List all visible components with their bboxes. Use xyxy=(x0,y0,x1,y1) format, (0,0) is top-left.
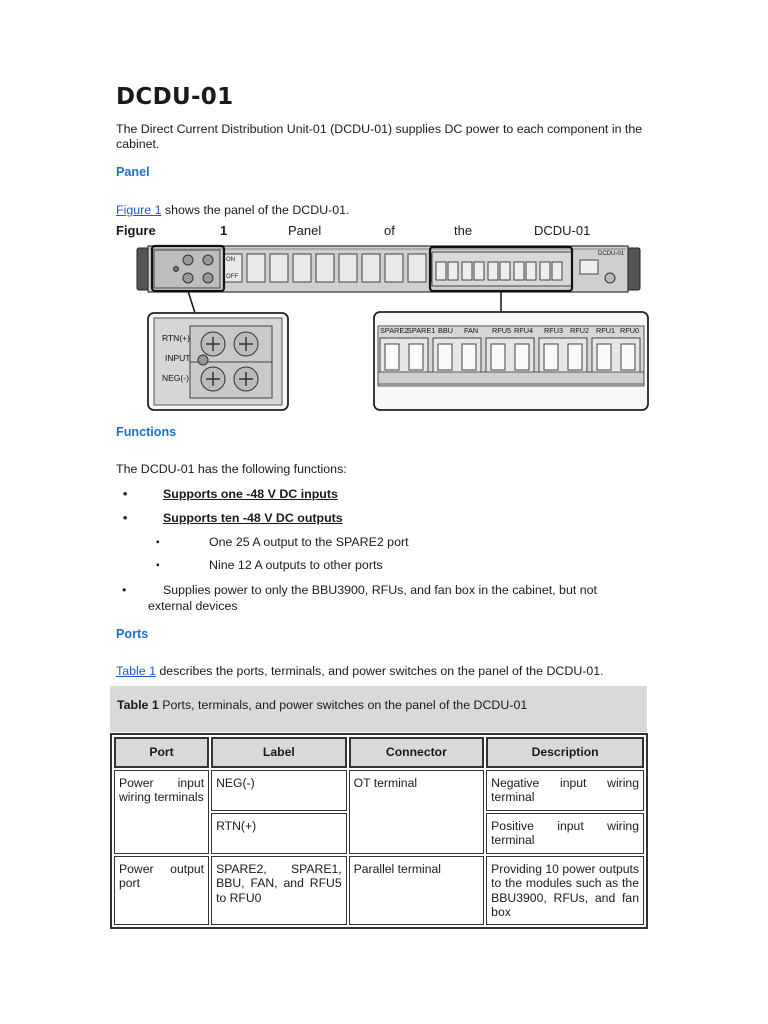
function-item xyxy=(123,511,127,525)
output-label-rfu5: RFU5 xyxy=(492,326,512,335)
neg-terminal-label: NEG(-) xyxy=(162,373,189,383)
table-cell-label: RTN(+) xyxy=(211,813,347,854)
output-label-rfu2: RFU2 xyxy=(570,326,590,335)
bullet-icon: • xyxy=(123,487,128,501)
output-label-spare2: SPARE2 xyxy=(380,326,409,335)
switch-off-label: OFF xyxy=(226,274,238,280)
table-cell-port: Power output port xyxy=(114,856,209,925)
output-terminal-callout xyxy=(374,312,648,410)
input-terminal-callout xyxy=(148,313,288,410)
input-terminal-label: INPUT xyxy=(165,353,191,363)
figure-caption-number: 1 xyxy=(220,223,228,238)
output-label-bbu: BBU xyxy=(438,326,454,335)
figure-caption-word: the xyxy=(454,223,473,238)
table-row xyxy=(114,770,644,811)
figure-caption-word: Panel xyxy=(288,223,322,238)
function-item-text: Supplies power to only the BBU3900, RFUs, and fan box in the cabinet, but not xyxy=(163,583,597,597)
table-cell-label: SPARE2, SPARE1, BBU, FAN, and RFU5 to RFU0 xyxy=(211,856,347,925)
figure-caption-word: of xyxy=(384,223,395,238)
sub-item-text: Nine 12 A outputs to other ports xyxy=(209,558,383,572)
table-caption: Table 1 Ports, terminals, and power switches on the panel of the DCDU-01 xyxy=(117,698,528,712)
panel-paragraph xyxy=(116,203,350,218)
table-header-cell: Port xyxy=(114,737,209,768)
bullet-icon: • xyxy=(123,511,128,525)
table-caption-bar xyxy=(110,686,647,732)
square-bullet-icon: ▪ xyxy=(156,560,160,571)
output-label-rfu3: RFU3 xyxy=(544,326,564,335)
panel-paragraph-text: shows the panel of the DCDU-01. xyxy=(161,203,350,217)
section-heading-functions: Functions xyxy=(116,425,177,439)
square-bullet-icon: ▪ xyxy=(156,537,160,548)
table-cell-description: Negative input wiring terminal xyxy=(486,770,644,811)
page-title: DCDU-01 xyxy=(116,84,234,110)
table-cell-description: Positive input wiring terminal xyxy=(486,813,644,854)
table-cell-label: NEG(-) xyxy=(211,770,347,811)
function-item-text: Supports ten -48 V DC outputs xyxy=(163,511,343,525)
ports-paragraph xyxy=(116,664,604,679)
dcdu-panel-figure xyxy=(110,240,655,415)
section-heading-ports: Ports xyxy=(116,627,149,641)
output-label-rfu1: RFU1 xyxy=(596,326,616,335)
ports-paragraph-text: describes the ports, terminals, and power switches on the panel of the DCDU-01. xyxy=(155,664,604,678)
bullet-icon: • xyxy=(122,583,127,597)
figure-caption-word: DCDU-01 xyxy=(534,223,591,238)
table-header-cell: Description xyxy=(486,737,644,768)
table-header-row xyxy=(114,737,644,768)
figure-caption xyxy=(116,223,620,241)
table-1-link[interactable]: Table 1 xyxy=(116,664,156,678)
intro-paragraph: The Direct Current Distribution Unit-01 (DCDU-01) supplies DC power to each component in the cabinet. xyxy=(116,122,643,151)
rtn-terminal-label: RTN(+) xyxy=(162,333,190,343)
table-cell-port: Power input wiring terminals xyxy=(114,770,209,854)
table-cell-description: Providing 10 power outputs to the modules such as the BBU3900, RFUs, and fan box xyxy=(486,856,644,925)
figure-caption-word: Figure xyxy=(116,223,156,238)
table-cell-connector: OT terminal xyxy=(349,770,485,854)
output-label-rfu0: RFU0 xyxy=(620,326,640,335)
function-item xyxy=(123,487,127,501)
table-cell-connector: Parallel terminal xyxy=(349,856,485,925)
section-heading-panel: Panel xyxy=(116,165,150,179)
figure-1-link[interactable]: Figure 1 xyxy=(116,203,162,217)
sub-item-text: One 25 A output to the SPARE2 port xyxy=(209,535,409,549)
functions-intro: The DCDU-01 has the following functions: xyxy=(116,462,347,476)
output-label-fan: FAN xyxy=(464,326,479,335)
output-label-spare1: SPARE1 xyxy=(407,326,436,335)
output-label-rfu4: RFU4 xyxy=(514,326,534,335)
function-item-text: Supports one -48 V DC inputs xyxy=(163,487,338,501)
switch-on-label: ON xyxy=(226,257,235,263)
ports-table xyxy=(110,733,648,929)
table-header-cell: Connector xyxy=(349,737,485,768)
table-row xyxy=(114,856,644,925)
panel-unit-label: DCDU-01 xyxy=(598,251,625,257)
function-item-text: external devices xyxy=(148,599,238,613)
table-header-cell: Label xyxy=(211,737,347,768)
